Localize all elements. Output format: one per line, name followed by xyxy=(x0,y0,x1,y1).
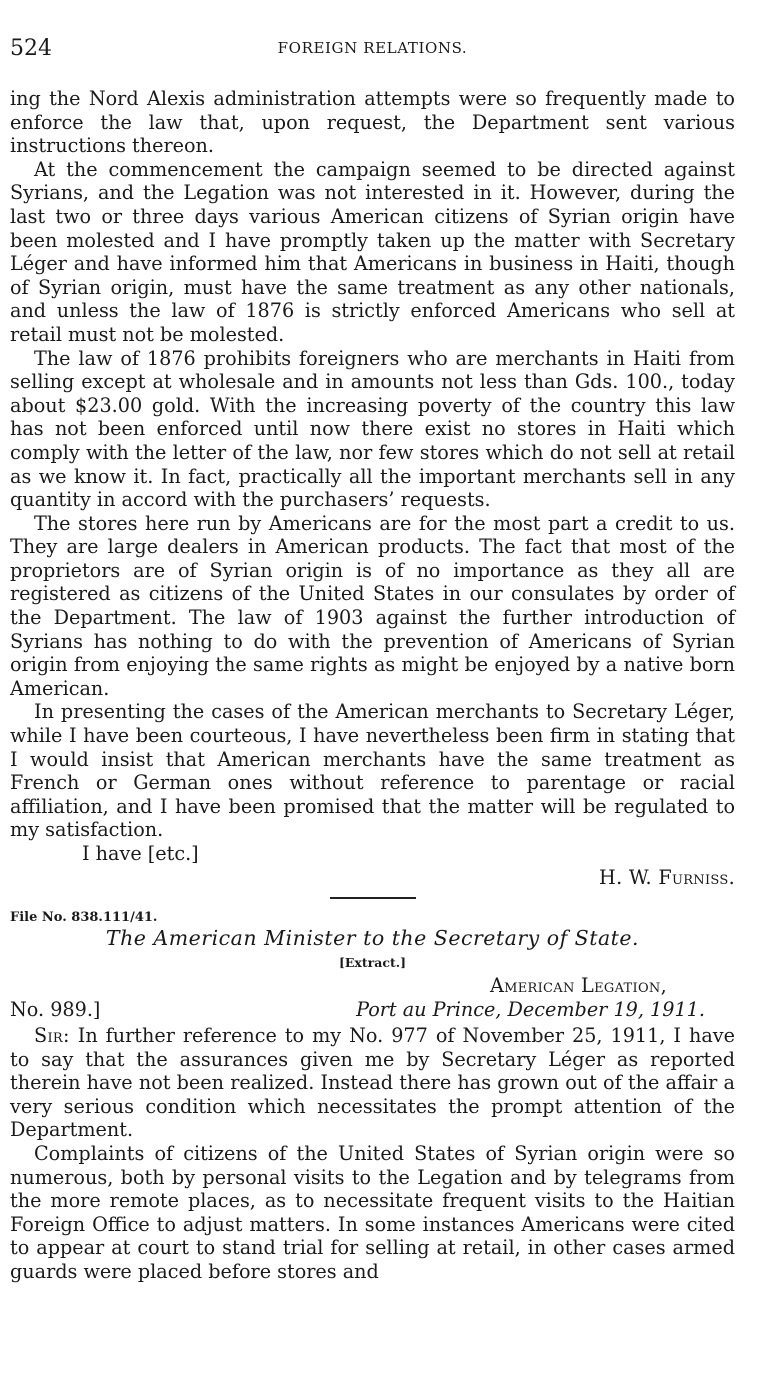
paragraph-continuation: ing the Nord Alexis administration attempts were so frequently made to enforce the law that, upon request, the Department sent various instructions thereon. xyxy=(10,87,735,158)
extract-note: [Extract.] xyxy=(338,954,406,970)
paragraph xyxy=(10,1024,735,1142)
document-number: No. 989.] xyxy=(10,997,101,1021)
dateline-row xyxy=(10,998,735,1024)
page-header xyxy=(10,36,735,66)
running-title: FOREIGN RELATIONS. xyxy=(277,39,468,57)
section-divider xyxy=(330,897,416,899)
paragraph-text: In further reference to my No. 977 of November 25, 1911, I have to say that the assurances given me by Secretary Léger as reported therein have not been realized. Instead there has grown out of the affair a very serious condition which necessitates the prompt attention of the Department. xyxy=(10,1023,735,1142)
salutation: Sir: xyxy=(34,1023,70,1047)
paragraph: The law of 1876 prohibits foreigners who are merchants in Haiti from selling except at wholesale and in amounts not less than Gds. 100., today about $23.00 gold. With the increasing poverty of the country this law has not been enforced until now there exist no stores in Haiti which comply with the letter of the law, nor few stores which do not sell at retail as we know it. In fact, practically all the important merchants sell in any quantity in accord with the purchasers’ requests. xyxy=(10,346,735,512)
closing-line: I have [etc.] xyxy=(82,842,199,865)
paragraph: In presenting the cases of the American merchants to Secretary Léger, while I have been courteous, I have nevertheless been firm in stating that I would insist that American merchants have the same treatment as French or German ones without reference to parentage or racial affiliation, and I have been promised that the matter will be regulated to my satisfaction. xyxy=(10,700,735,842)
place-date: Port au Prince, December 19, 1911. xyxy=(356,997,705,1021)
legation-heading: American Legation, xyxy=(489,974,667,998)
document-title: The American Minister to the Secretary of State. xyxy=(105,926,640,951)
paragraph: At the commencement the campaign seemed to be directed against Syrians, and the Legation was not interested in it. However, during the last two or three days various American citizens of Syrian origin have been molested and I have promptly taken up the matter with Secretary Léger and have informed him that Americans in business in Haiti, though of Syrian origin, must have the same treatment as any other nationals, and unless the law of 1876 is strictly enforced Americans who sell at retail must not be molested. xyxy=(10,157,735,346)
signature: H. W. Furniss. xyxy=(599,865,735,889)
document-body xyxy=(10,87,735,1284)
paragraph: The stores here run by Americans are for the most part a credit to us. They are large dealers in American products. The fact that most of the proprietors are of Syrian origin is of no importance as they all are registered as citizens of the United States in our consulates by order of the Department. The law of 1903 against the further introduction of Syrians has nothing to do with the prevention of Americans of Syrian origin from enjoying the same rights as might be enjoyed by a native born American. xyxy=(10,511,735,700)
file-number: File No. 838.111/41. xyxy=(10,910,158,926)
page-number: 524 xyxy=(10,36,52,61)
paragraph: Complaints of citizens of the United States of Syrian origin were so numerous, both by personal visits to the Legation and by telegrams from the more remote places, as to necessitate frequent visits to the Haitian Foreign Office to adjust matters. In some instances Americans were cited to appear at court to stand trial for selling at retail, in other cases armed guards were placed before stores and xyxy=(10,1141,735,1283)
